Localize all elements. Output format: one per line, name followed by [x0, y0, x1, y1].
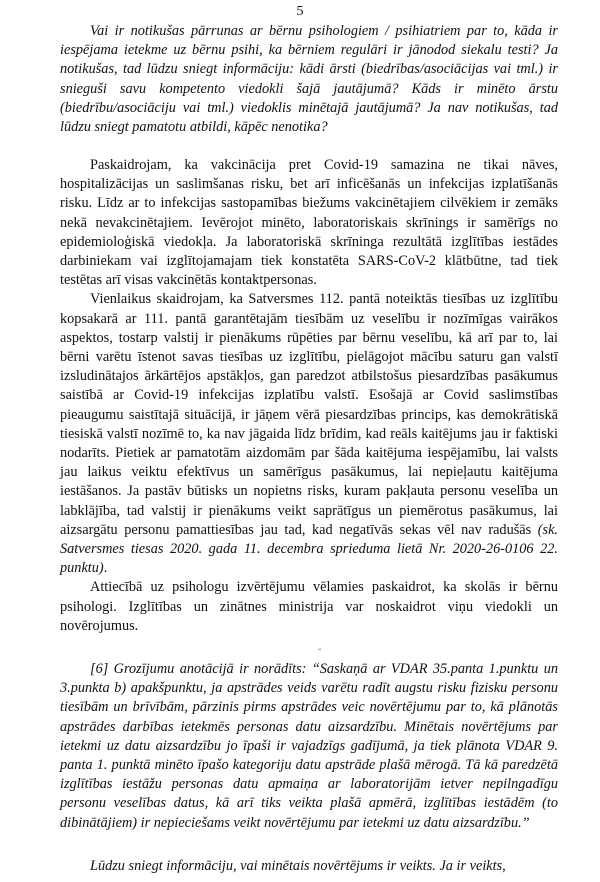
question-paragraph: Vai ir notikušas pārrunas ar bērnu psihologiem / psihiatriem par to, kāda ir iespējama ietekme uz bērnu psihi, ka bērniem regulāri ir jānodod siekalu testi? Ja notikušas, tad lūdzu sniegt informāciju: kādi ārsti (biedrības/asociācijas vai tml.) ir snieguši savu kompetento viedokli šajā jautājumā? Kāds ir minēto ārstu (biedrību/asociāciju vai tml.) viedoklis minētajā jautājumā? Ja nav notikušas, tad lūdzu sniegt pamatotu atbildi, kāpēc nenotika? — [60, 23, 558, 136]
page-number: 5 — [296, 4, 304, 19]
answer-section-1 — [60, 156, 558, 636]
answer-paragraph-3: Attiecībā uz psihologu izvērtējumu vēlamies paskaidrot, ka skolās ir bērnu psihologi. Izglītības un zinātnes ministrija var noskaidrot viņu viedokli un novērojumus. — [60, 579, 558, 634]
question-paragraph-request: Lūdzu sniegt informāciju, vai minētais novērtējums ir veikts. Ja ir veikts, — [90, 858, 506, 874]
question-paragraph-6: [6] Grozījumu anotācijā ir norādīts: “Saskaņā ar VDAR 35.panta 1.punktu un 3.punkta b) apakšpunktu, ja apstrādes veids varētu radīt augstu risku fizisku personu tiesībām un brīvībām, pārzinis pirms apstrādes veic novērtējumu par to, kā plānotās apstrādes darbības ietekmēs personas datu aizsardzību. Minētais novērtējums par ietekmi uz datu aizsardzību jo īpaši ir vajadzīgs gadījumā, ja tiek plānota VDAR 9. panta 1. punktā minēto īpašo kategoriju datu apstrāde plašā mērogā. Tā kā paredzētā izglītības iestāžu personas datu apmaiņa ar laboratorijām ietver nepilngadīgu personu veselības datus, kā arī tiks veikta plašā apmērā, izglītības iestādēm (to dibinātājiem) ir nepieciešams veikt novērtējumu par ietekmi uz datu aizsardzību.” — [60, 661, 558, 831]
scan-mark: ˇ — [318, 648, 322, 659]
answer-paragraph-2-text: Vienlaikus skaidrojam, ka Satversmes 112. pantā noteiktās tiesības uz izglītību kopsakarā ar 111. pantā garantētajām tiesībām uz veselību ir nozīmīgas vairākos aspektos, tostarp valstij ir pienākums rūpēties par bērnu veselību, kā arī par to, lai bērni varētu īstenot savas tiesības uz izglītību, pielāgojot mācību saturu gan valstī izsludinātajos ārkārtējos apstākļos, gan paredzot atbilstošus piesardzības pasākumus saistībā ar Covid-19 infekcijas izplatību valstī. Esošajā ar Covid saslimstības pieaugumu saistītajā situācijā, ir jāņem vērā piesardzības princips, kas demokrātiskā tiesiskā valstī nozīmē to, ka nav jāgaida līdz brīdim, kad reāls kaitējums jau ir faktiski nodarīts. Pietiek ar pamatotām aizdomām par šāda kaitējuma iespējamību, lai valsts jau laikus veiktu efektīvus un samērīgus pasākumus, lai nepieļautu kaitējuma iestāšanos. Ja pastāv būtisks un nopietns risks, kuram pakļauta personu veselība un labklājība, tad valstij ir pienākums veikt saprātīgus un piemērotus pasākumus, lai aizsargātu personu pamattiesības jau tad, kad negatīvās sekas vēl nav radušās — [60, 291, 558, 538]
answer-paragraph-2-end: . — [103, 560, 108, 577]
question-section-2 — [60, 660, 558, 833]
question-section-1 — [60, 22, 558, 137]
answer-paragraph-1: Paskaidrojam, ka vakcinācija pret Covid-19 samazina ne tikai nāves, hospitalizācijas un saslimšanas risku, bet arī inficēšanās un infekcijas izplatīšanās risku. Līdz ar to infekcijas sastopamības biežums vakcinētajiem cilvēkiem ir zemāks nekā nevakcinētajiem. Ievērojot minēto, laboratoriskais skrīnings ir samērīgs no epidemioloģiskā viedokļa. Ja laboratoriskā skrīninga rezultātā izglītības iestādes darbiniekam vai izglītojamajam tiek konstatēta SARS-CoV-2 klātbūtne, tad tiek testētas arī visas vakcinētās kontaktpersonas. — [60, 157, 558, 289]
court-citation: (sk. Satversmes tiesas 2020. gada 11. decembra sprieduma lietā Nr. 2020-26-0106 22. punktu) — [60, 521, 559, 577]
answer-paragraph-2 — [60, 290, 558, 578]
question-section-3 — [60, 857, 558, 876]
